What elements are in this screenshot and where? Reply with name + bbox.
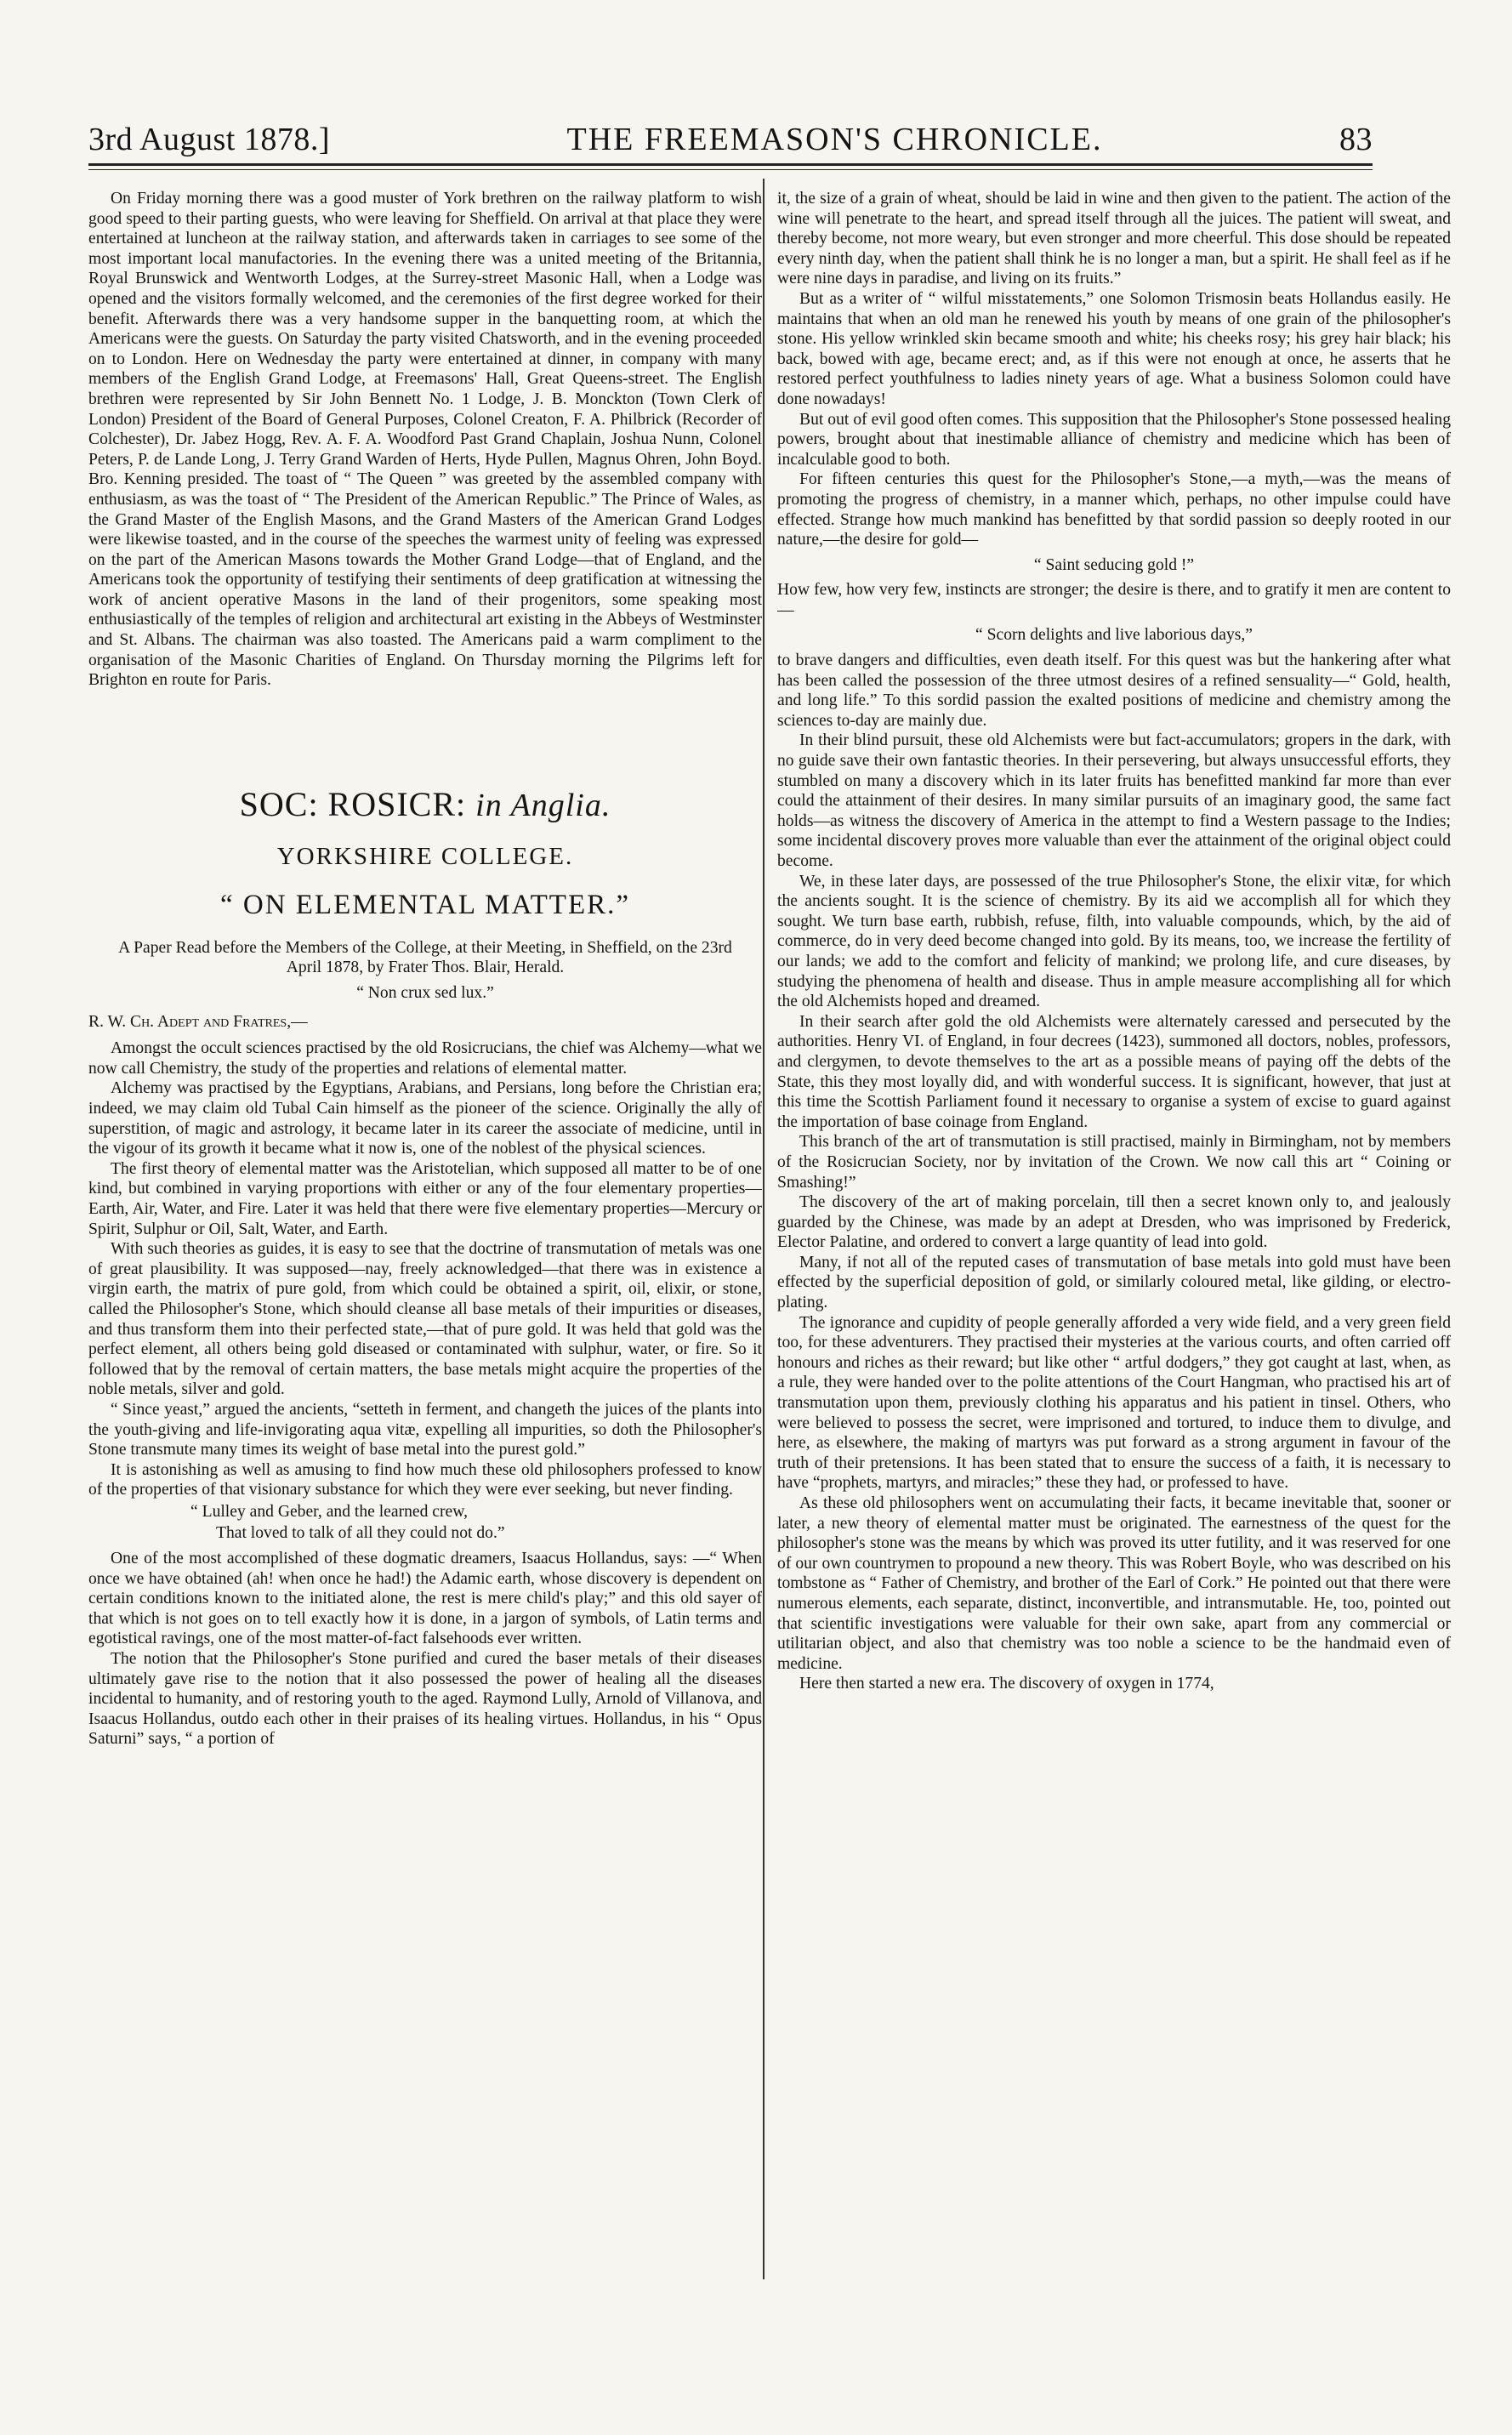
article-title: “ ON ELEMENTAL MATTER.” — [219, 889, 631, 920]
quotation-line: “ Saint seducing gold !” — [1033, 555, 1195, 574]
college-heading: YORKSHIRE COLLEGE. — [276, 842, 574, 870]
page-number: 83 — [1339, 122, 1373, 157]
heading-society-italic: in Anglia. — [475, 787, 611, 823]
article-paragraph: it, the size of a grain of wheat, should be laid in wine and then given to the patient. The action of the wine will penetrate to the heart, and spread itself through all the juices. The patient will sweat, and thereby become, not more weary, but even stronger and more cheerful. This dose should be repeated every ninth day, when the patient shall think he is no longer a man, but a spirit. He shall feel as if he were nine days in paradise, and living on its fruits.” — [777, 190, 1451, 288]
motto: “ Non crux sed lux.” — [356, 984, 494, 1003]
article-paragraph: to brave dangers and difficulties, even death itself. For this quest was but the hankering after what has been called the possession of the three utmost desires of a refined sensuality—“ Gold, health, and long life.” To this sordid passion the exalted positions of medicine and chemistry among the sciences to-day are mainly due. — [777, 651, 1451, 730]
article-paragraph: On Friday morning there was a good muster of York brethren on the railway platform to wish good speed to their parting guests, who were leaving for Sheffield. On arrival at that place they were entertained at luncheon at the railway station, and afterwards taken in carriages to see some of the most important local manufactories. In the evening there was a united meeting of the Britannia, Royal Brunswick and Wentworth Lodges, at the Surrey-street Masonic Hall, when a Lodge was opened and the visitors formally welcomed, and the ceremonies of the first degree worked for their benefit. Afterwards there was a very handsome supper in the banquetting room, at which the Americans were the guests. On Saturday the party visited Chatsworth, and in the evening proceeded on to London. Here on Wednesday the party were entertained at dinner, in company with many members of the English Grand Lodge, at Freemasons' Hall, Great Queens-street. The English brethren were represented by Sir John Bennett No. 1 Lodge, J. B. Monckton (Town Clerk of London) President of the Board of General Purposes, Colonel Creaton, F. A. Philbrick (Recorder of Colchester), Dr. Jabez Hogg, Rev. A. F. A. Woodford Past Grand Chaplain, Joshua Nunn, Colonel Peters, P. de Lande Long, J. Terry Grand Warden of Herts, Hyde Pullen, Magnus Ohren, John Boyd. Bro. Kenning presided. The toast of “ The Queen ” was greeted by the assembled company with enthusiasm, as was the toast of “ The President of the American Republic.” The Prince of Wales, as the Grand Master of the English Masons, and the Grand Masters of the American Grand Lodges were likewise toasted, and in the course of the speeches the warmest unity of feeling was expressed on the part of the American Masons towards the Mother Grand Lodge—that of England, and the Americans took the opportunity of testifying their sentiments of deep gratification at witnessing the work of ancient operative Masons in the land of their progenitors, some speaking most enthusiastically of the temples of religion and architectural art existing in the Abbeys of Westminster and St. Albans. The chairman was also toasted. The Americans paid a warm compliment to the organisation of the Masonic Charities of England. On Thursday morning the Pilgrims left for Brighton en route for Paris. — [88, 190, 762, 690]
article-paragraph: But as a writer of “ wilful misstatements,” one Solomon Trismosin beats Hollandus easily. He maintains that when an old man he renewed his youth by means of one grain of the philosopher's stone. His yellow wrinkled skin became smooth and white; his cheeks rosy; his grey hair black; his back, bowed with age, became erect; and, as if this were not enough at once, he asserts that he restored perfect youthfulness to ladies ninety years of age. What a business Solomon could have done nowadays! — [777, 289, 1451, 408]
article-paragraph: The ignorance and cupidity of people generally afforded a very wide field, and a very green field too, for these adventurers. They practised their mysteries at the various courts, and often carried off honours and riches as their reward; but like other “ artful dodgers,” they got caught at last, when, as a rule, they were handed over to the polite attentions of the Court Hangman, who practised his art of transmutation upon them, previously clothing his apparatus and his patient in tinsel. Others, who were believed to possess the secret, were imprisoned and tortured, to induce them to divulge, and here, as elsewhere, the making of martyrs was put forward as a strong argument in favour of the truth of their pretensions. It has been stated that to ensure the success of a faith, it is necessary to have “prophets, martyrs, and miracles;” these they had, or professed to have. — [777, 1313, 1451, 1493]
verse-line: “ Lulley and Geber, and the learned crew, — [190, 1502, 468, 1521]
article-paragraph: It is astonishing as well as amusing to find how much these old philosophers professed to know of the properties of that visionary substance for which they were ever seeking, but never finding. — [88, 1460, 762, 1499]
article-paragraph: In their search after gold the old Alchemists were alternately caressed and persecuted by the authorities. Henry VI. of England, in four decrees (1423), summoned all doctors, nobles, professors, and clergymen, to devote themselves to the art as a possible means of paying off the debts of the State, this they most loyally did, and with wonderful success. It is significant, however, that just at this time the Scottish Parliament found it necessary to organise a system of excise to guard against the importation of base coinage from England. — [777, 1012, 1451, 1131]
article-paragraph: But out of evil good often comes. This supposition that the Philosopher's Stone possessed healing powers, brought about that inestimable alliance of chemistry and medicine which has been of incalculable good to both. — [777, 410, 1451, 469]
article-paragraph: The first theory of elemental matter was the Aristotelian, which supposed all matter to be of one kind, but combined in varying proportions with either or any of the four elementary properties—Earth, Air, Water, and Fire. Later it was held that there were five elementary properties—Mercury or Spirit, Sulphur or Oil, Salt, Water, and Earth. — [88, 1159, 762, 1238]
salutation: R. W. Ch. Adept and Fratres,— — [88, 1012, 308, 1031]
section-heading — [88, 784, 762, 824]
article-paragraph: Here then started a new era. The discovery of oxygen in 1774, — [799, 1675, 1214, 1693]
column-separator — [763, 179, 765, 2279]
article-paragraph: With such theories as guides, it is easy to see that the doctrine of transmutation of metals was one of great plausibility. It was supposed—nay, freely acknowledged—that there was in existence a virgin earth, the matrix of pure gold, from which could be obtained a spirit, oil, elixir, or stone, called the Philosopher's Stone, which should cleanse all base metals of their impurities or diseases, and thus transform them into their perfected state,—that of pure gold. It was held that gold was the perfect element, all others being gold diseased or contaminated with sulphur, water, or fire. So it followed that by the removal of certain matters, the base metals might acquire the properties of the noble metals, silver and gold. — [88, 1240, 762, 1399]
article-paragraph: This branch of the art of transmutation is still practised, mainly in Birmingham, not by members of the Rosicrucian Society, nor by invitation of the Crown. We now call this art “ Coining or Smashing!” — [777, 1133, 1451, 1192]
masthead — [88, 121, 1373, 158]
article-paragraph: We, in these later days, are possessed of the true Philosopher's Stone, the elixir vitæ, for which the ancients sought. It is the science of chemistry. By its aid we accomplish all for which they sought. We turn base earth, rubbish, refuse, filth, into valuable compounds, which, by the aid of commerce, do in very deed become changed into gold. By its means, too, we increase the fertility of our lands; we add to the comfort and felicity of mankind; we prolong life, and cure diseases, by studying the phenomena of health and disease. Thus in ample measure accomplishing all for which the old Alchemists hoped and dreamed. — [777, 872, 1451, 1011]
article-paragraph: Amongst the occult sciences practised by the old Rosicrucians, the chief was Alchemy—what we now call Chemistry, the study of the properties and relations of elemental matter. — [88, 1039, 762, 1078]
article-paragraph: Many, if not all of the reputed cases of transmutation of base metals into gold must have been effected by the superficial deposition of gold, or similarly coloured metal, like gilding, or electro-plating. — [777, 1253, 1451, 1312]
article-paragraph: One of the most accomplished of these dogmatic dreamers, Isaacus Hollandus, says: —“ When once we have obtained (ah! when once he had!) the Adamic earth, whose discovery is dependent on certain conditions known to the initiated alone, the rest is mere child's play;” and this old sayer of that which is not goes on to tell exactly how it is done, in a jargon of symbols, of Latin terms and egotistical ravings, one of the most matter-of-fact falsehoods ever written. — [88, 1550, 762, 1648]
publication-title: THE FREEMASON'S CHRONICLE. — [566, 122, 1103, 157]
right-column — [777, 189, 1451, 2281]
article-intro: A Paper Read before the Members of the College, at their Meeting, in Sheffield, on the 23rd April 1878, by Frater Thos. Blair, Herald. — [118, 938, 732, 977]
article-paragraph: The discovery of the art of making porcelain, till then a secret known only to, and jealously guarded by the Chinese, was made by an adept at Dresden, who was imprisoned by Frederick, Elector Palatine, and ordered to convert a large quantity of lead into gold. — [777, 1193, 1451, 1252]
article-paragraph: “ Since yeast,” argued the ancients, “setteth in ferment, and changeth the juices of the plants into the youth-giving and life-invigorating aqua vitæ, expelling all impurities, so doth the Philosopher's Stone transmute many times its weight of base metal into the purest gold.” — [88, 1400, 762, 1459]
article-paragraph: How few, how very few, instincts are stronger; the desire is there, and to gratify it men are content to— — [777, 581, 1451, 619]
article-paragraph: The notion that the Philosopher's Stone purified and cured the baser metals of their diseases ultimately gave rise to the notion that it also possessed the power of healing all the diseases incidental to humanity, and of restoring youth to the aged. Raymond Lully, Arnold of Villanova, and Isaacus Hollandus, outdo each other in their praises of its healing virtues. Hollandus, in his “ Opus Saturni” says, “ a portion of — [88, 1650, 762, 1749]
article-paragraph: Alchemy was practised by the Egyptians, Arabians, and Persians, long before the Christian era; indeed, we may claim old Tubal Cain himself as the pioneer of the science. Originally the ally of superstition, of magic and astrology, it became later in its career the associate of medicine, until in the vigour of its growth it became what it now is, one of the noblest of the physical sciences. — [88, 1079, 762, 1158]
quotation-line: “ Scorn delights and live laborious days,” — [975, 626, 1253, 645]
article-paragraph: For fifteen centuries this quest for the Philosopher's Stone,—a myth,—was the means of promoting the progress of chemistry, in a manner which, perhaps, no other impulse could have effected. Strange how much mankind has benefitted by that sordid passion so deeply rooted in our nature,—the desire for gold— — [777, 470, 1451, 549]
verse-line: That loved to talk of all they could not do.” — [216, 1524, 505, 1543]
article-paragraph: As these old philosophers went on accumulating their facts, it became inevitable that, sooner or later, a new theory of elemental matter must be originated. The earnestness of the quest for the philosopher's stone was the means by which was proved its utter futility, and it was reserved for one of our own countrymen to propound a new theory. This was Robert Boyle, who was described on his tombstone as “ Father of Chemistry, and brother of the Earl of Cork.” He pointed out that there were numerous elements, each separate, distinct, inconvertible, and intransmutable. He, too, pointed out that scientific investigations were valuable for their own sake, apart from any commercial or utilitarian object, and also that chemistry was too noble a science to be the handmaid even of medicine. — [777, 1494, 1451, 1673]
left-column — [88, 189, 762, 2281]
heading-society: SOC: ROSICR: — [239, 784, 467, 823]
issue-date: 3rd August 1878.] — [88, 122, 330, 157]
article-paragraph: In their blind pursuit, these old Alchemists were but fact-accumulators; gropers in the dark, with no guide save their own fantastic theories. In their persevering, but always unsuccessful efforts, they stumbled on many a discovery which in its later fruits has benefitted mankind far more than ever could the attainment of their desires. In many similar pursuits of an imaginary good, the same fact holds—as witness the discovery of America in the attempt to find a Western passage to the Indies; some incidental discovery proves more valuable than ever the attainment of the original object could become. — [777, 731, 1451, 870]
header-rule-thin — [88, 169, 1373, 170]
header-rule-thick — [88, 163, 1373, 166]
